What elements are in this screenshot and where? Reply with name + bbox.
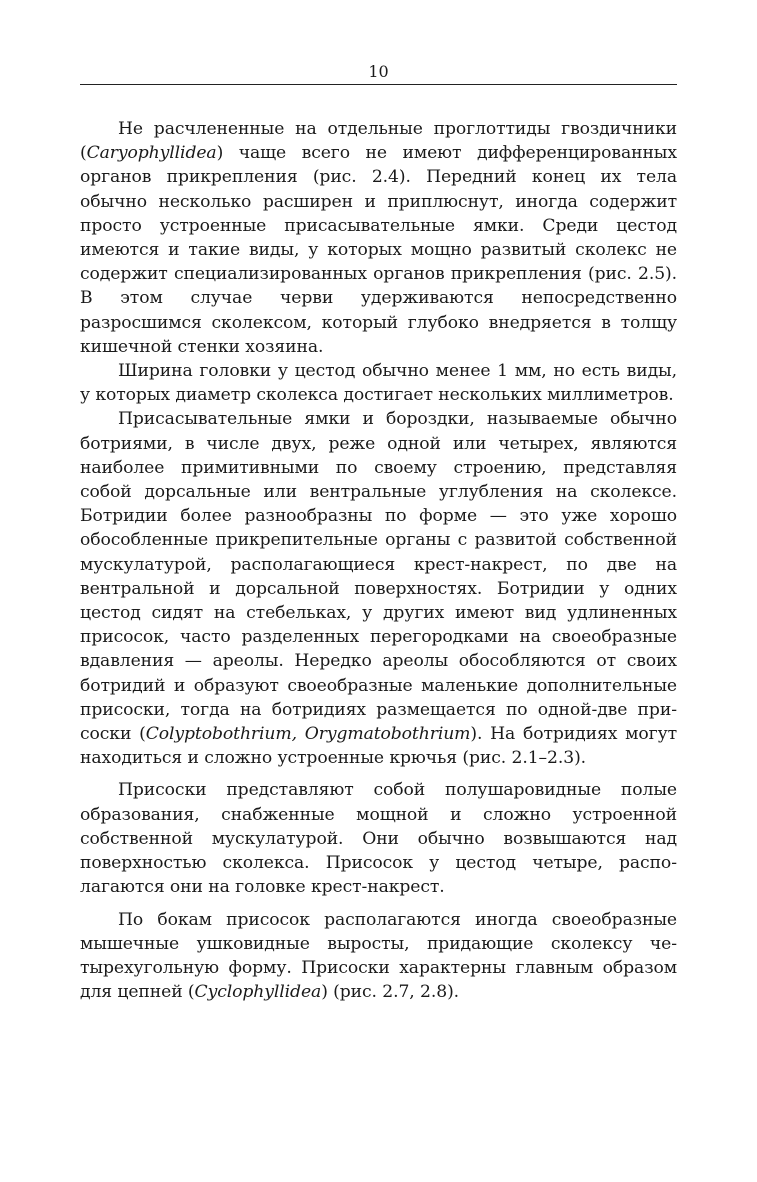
taxon-colyptobothrium-orygmatobothrium: Colyptobothrium, Orygmatobothrium xyxy=(145,724,471,745)
paragraph-4: Присоски представляют собой полушаровидные полые образования, снабженные мощной и сложно устроенной собственной мускулатурой. Они обычно возвышаются над поверхностью сколекса. Присосок у цестод четыре, располагаются они на головке крест-накрест. xyxy=(80,780,677,898)
paragraph-2: Ширина головки у цестод обычно менее 1 мм, но есть виды, у которых диаметр сколекса достигает нескольких миллиметров. xyxy=(80,361,677,406)
header-rule xyxy=(80,84,677,85)
paragraph-5 xyxy=(80,908,677,1005)
paragraph-5-text-a: По бокам присосок располагаются иногда своеобразные мышечные ушковидные выросты, придающие сколексу четырехугольную форму. Присоски характерны главным образом для цепней ( xyxy=(80,909,677,1003)
document-page xyxy=(80,0,677,1004)
paragraph-5-text-b: ) (рис. 2.7, 2.8). xyxy=(321,982,460,1003)
page-header xyxy=(80,0,677,90)
paragraph-1-text-b: ) чаще всего не имеют дифференцированных органов прикрепления (рис. 2.4). Передний конец их тела обычно несколько расширен и приплюснут, иногда содержит просто устроенные присасывательные ямки. Среди цестод имеются и такие виды, у которых мощно развитый сколекс не содержит специализированных органов прикрепления (рис. 2.5). В этом случае черви удерживаются непосредственно разросшимся сколексом, который глубоко внедряется в толщу кишечной стенки хозяина. xyxy=(80,143,677,357)
page-number: 10 xyxy=(368,62,389,81)
taxon-cyclophyllidea: Cyclophyllidea xyxy=(194,982,322,1003)
paragraph-3-text-a: Присасывательные ямки и бороздки, называемые обычно ботриями, в числе двух, реже одной или четырех, являются наиболее примитивными по своему строению, представляя собой дорсальные или вентральные углубления на сколексе. Ботридии более разнообразны по форме — это уже хорошо обособленные прикрепительные органы с развитой собственной мускулатурой, располагающиеся крест-накрест, по две на вентральной и дорсальной поверхностях. Ботридии у одних цестод сидят на стебельках, у других имеют вид удлиненных присосок, часто разделенных перегородками на своеобразные вдавления — ареолы. Нередко ареолы обособляются от своих ботридий и образуют своеобразные маленькие дополнительные присоски, тогда на ботридиях размещается по одной-две присоски ( xyxy=(80,409,677,745)
paragraph-1 xyxy=(80,117,677,359)
paragraph-3 xyxy=(80,407,677,770)
paragraph-1-text-a: Не расчлененные на отдельные проглоттиды гвоздичники ( xyxy=(80,119,677,164)
taxon-caryophyllidea: Caryophyllidea xyxy=(86,143,217,164)
body-text xyxy=(80,117,677,1004)
paragraph-3-text-b: ). На ботридиях могут находиться и сложно устроенные крючья (рис. 2.1–2.3). xyxy=(80,724,677,769)
